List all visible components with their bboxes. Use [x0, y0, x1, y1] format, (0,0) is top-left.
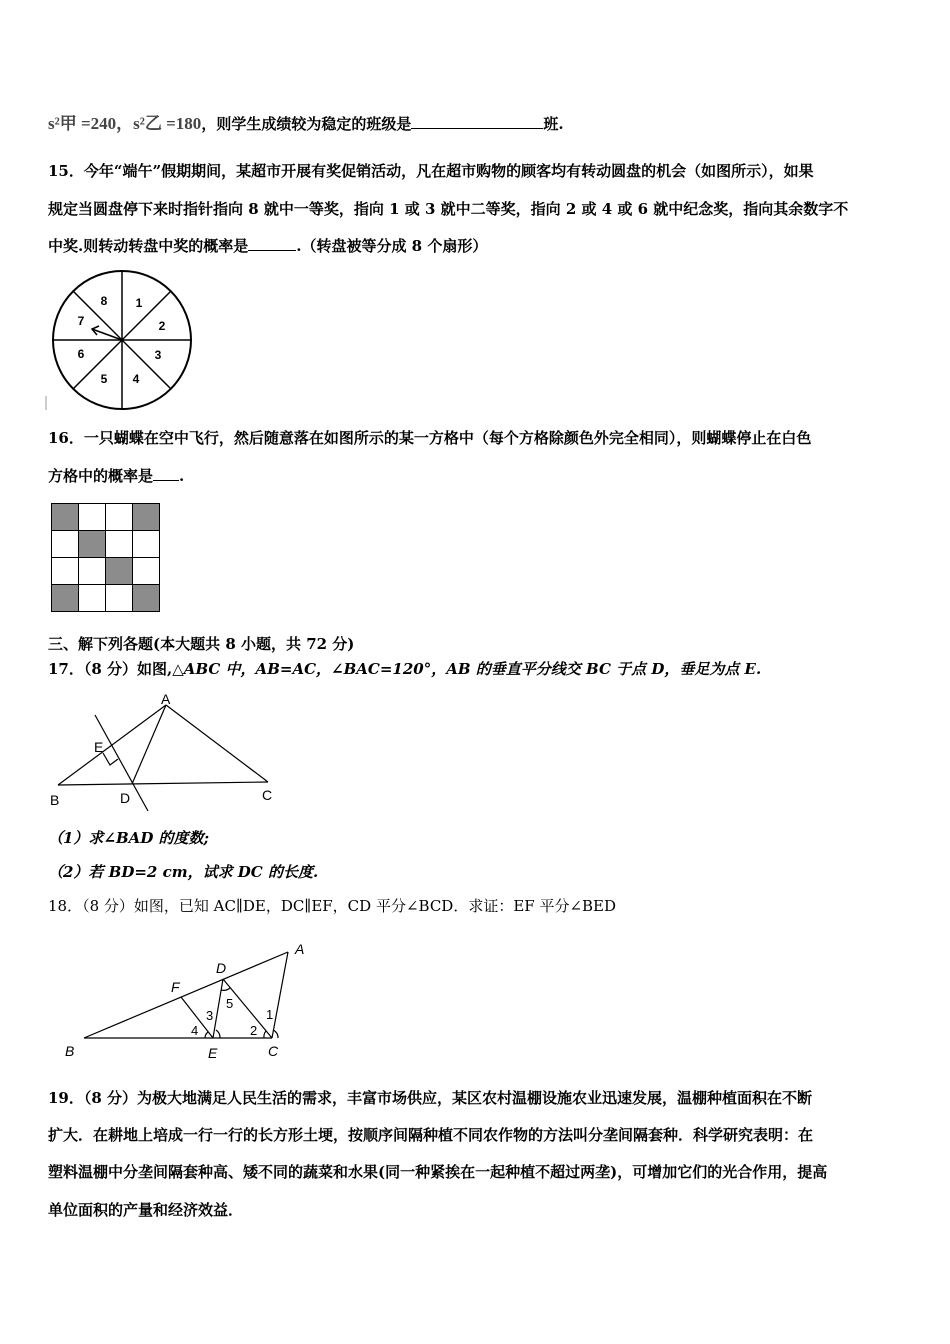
parallel-lines-figure — [60, 938, 320, 1063]
grid-cell — [133, 558, 160, 585]
angle-1: 1 — [266, 1007, 274, 1022]
grid-cell-dark — [52, 504, 79, 531]
angle-5: 5 — [226, 996, 234, 1011]
wheel-number-5: 5 — [100, 372, 108, 386]
q14-text: ，则学生成绩较为稳定的班级是 — [201, 115, 412, 133]
grid-cell — [106, 504, 133, 531]
q15-line1: 15．今年“端午”假期期间，某超市开展有奖促销活动，凡在超市购物的顾客均有转动圆盘的机会（如图所示），如果 — [48, 162, 814, 180]
triangle-abc-figure — [44, 688, 284, 813]
label-d: D — [120, 790, 131, 806]
grid-cell — [79, 585, 106, 612]
q15-line2: 规定当圆盘停下来时指针指向 8 就中一等奖，指向 1 或 3 就中二等奖，指向 2 或 4 或 6 就中纪念奖，指向其余数字不 — [48, 200, 849, 218]
grid-row — [52, 558, 160, 585]
wheel-number-4: 4 — [132, 372, 140, 386]
wheel-number-8: 8 — [100, 294, 108, 308]
q14-line — [48, 114, 564, 134]
grid-cell — [106, 585, 133, 612]
spinner-wheel-figure — [44, 270, 196, 412]
pointer-arrow-icon — [92, 326, 122, 340]
section-title: 三、解下列各题(本大题共 8 小题，共 72 分) — [48, 635, 355, 653]
answer-blank — [153, 466, 179, 481]
grid-cell-dark — [133, 504, 160, 531]
q17-num: 17．（8 分）如图, — [48, 660, 173, 678]
grid-row — [52, 585, 160, 612]
q17-stmt: △ABC 中，AB=AC，∠BAC=120°，AB 的垂直平分线交 BC 于点 D，垂足为点 E. — [172, 660, 762, 678]
q16-line2b: . — [179, 467, 185, 485]
q18-statement: 18．（8 分）如图，已知 AC∥DE，DC∥EF，CD 平分∠BCD．求证：EF 平分∠BED — [48, 897, 617, 915]
label-e: E — [208, 1045, 218, 1061]
label-f: F — [171, 979, 180, 995]
grid-cell — [133, 531, 160, 558]
q16-line1: 16．一只蝴蝶在空中飞行，然后随意落在如图所示的某一方格中（每个方格除颜色外完全相同），则蝴蝶停止在白色 — [48, 429, 812, 447]
q17-statement — [48, 659, 761, 679]
label-a: A — [161, 691, 171, 707]
grid-cell-dark — [133, 585, 160, 612]
q19-line1: 19．（8 分）为极大地满足人民生活的需求，丰富市场供应，某区农村温棚设施农业迅速发展，温棚种植面积在不断 — [48, 1089, 813, 1107]
label-b: B — [65, 1043, 75, 1059]
variance-formula: s²甲 =240，s²乙 =180 — [48, 114, 202, 133]
q19-line3: 塑料温棚中分垄间隔套种高、矮不同的蔬菜和水果(同一种紧挨在一起种植不超过两垄)，可增加它们的光合作用，提高 — [48, 1163, 828, 1181]
q14-end: 班. — [543, 115, 564, 133]
angle-3: 3 — [206, 1008, 214, 1023]
answer-blank — [248, 236, 296, 251]
grid-cell-dark — [79, 531, 106, 558]
label-d: D — [216, 960, 227, 976]
grid-cell-dark — [52, 585, 79, 612]
wheel-number-7: 7 — [77, 314, 85, 328]
q15-line3b: .（转盘被等分成 8 个扇形） — [296, 237, 488, 255]
label-b: B — [50, 792, 60, 808]
grid-cell — [79, 504, 106, 531]
label-c: C — [268, 1043, 279, 1059]
label-a: A — [295, 941, 305, 957]
grid-row — [52, 531, 160, 558]
grid-cell-dark — [106, 558, 133, 585]
angle-2: 2 — [250, 1023, 258, 1038]
q19-line2: 扩大．在耕地上培成一行一行的长方形土埂，按顺序间隔种植不同农作物的方法叫分垄间隔套种．科学研究表明：在 — [48, 1126, 814, 1144]
grid-row — [52, 504, 160, 531]
wheel-number-1: 1 — [135, 296, 143, 310]
wheel-number-6: 6 — [77, 347, 85, 361]
q16-line2 — [48, 466, 184, 486]
q17-sub2: （2）若 BD=2 cm，试求 DC 的长度. — [48, 863, 319, 881]
butterfly-grid-figure — [51, 503, 160, 612]
q15-line3 — [48, 236, 487, 256]
wheel-number-3: 3 — [154, 348, 162, 362]
label-e: E — [94, 739, 104, 755]
label-c: C — [262, 787, 273, 803]
grid-cell — [106, 531, 133, 558]
q15-line3a: 中奖.则转动转盘中奖的概率是 — [48, 237, 249, 255]
q17-sub1: （1）求∠BAD 的度数; — [48, 829, 210, 847]
grid-cell — [52, 531, 79, 558]
wheel-number-2: 2 — [158, 319, 166, 333]
answer-blank — [411, 114, 543, 129]
grid-cell — [52, 558, 79, 585]
q16-line2a: 方格中的概率是 — [48, 467, 154, 485]
angle-4: 4 — [191, 1023, 199, 1038]
grid-cell — [79, 558, 106, 585]
q19-line4: 单位面积的产量和经济效益． — [48, 1201, 244, 1219]
